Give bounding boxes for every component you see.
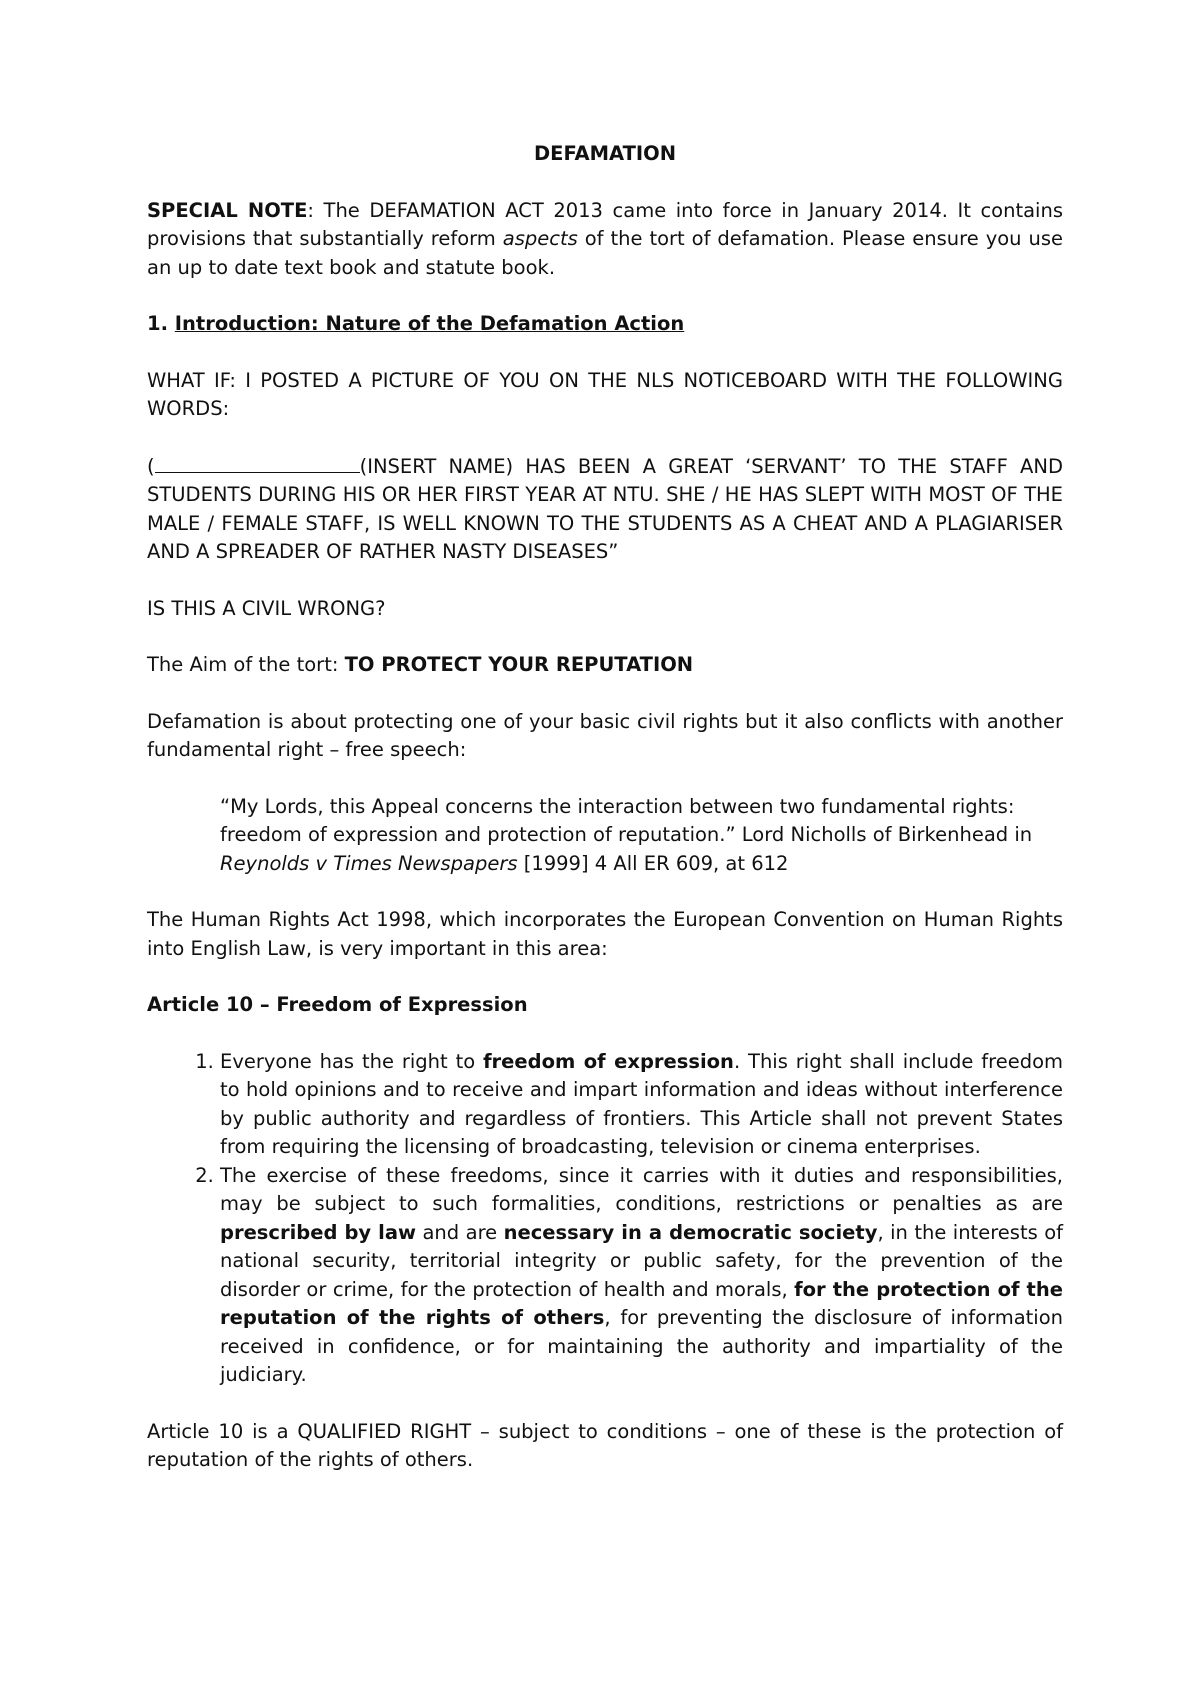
lord-nicholls-quote — [220, 793, 1063, 879]
article-10-list — [147, 1048, 1063, 1390]
special-note-text-1: The DEFAMATION ACT 2013 came into force in January 2014. It contains provisions that substantially reform — [147, 198, 1063, 250]
document-page — [147, 140, 1063, 1475]
item2-pre: The exercise of these freedoms, since it carries with it duties and responsibilities, may be subject to such formalities, conditions, restrictions or penalties as are — [220, 1163, 1063, 1215]
aim-label: The Aim of the tort: — [147, 653, 345, 676]
section-title: Introduction: Nature of the Defamation Action — [174, 312, 685, 335]
notice-text — [147, 452, 1063, 567]
special-note-emphasis: aspects — [502, 227, 578, 250]
item1-pre: Everyone has the right to — [220, 1049, 484, 1073]
what-if-paragraph: WHAT IF: I POSTED A PICTURE OF YOU ON THE NLS NOTICEBOARD WITH THE FOLLOWING WORDS: — [147, 368, 1063, 420]
special-note-label: SPECIAL NOTE — [147, 198, 308, 222]
aim-of-tort — [147, 651, 1063, 680]
hra-paragraph: The Human Rights Act 1998, which incorporates the European Convention on Human Rights into English Law, is very important in this area: — [147, 908, 1063, 960]
item2-mid-2: , in the interests of national security, territorial integrity or public safety, for the prevention of the disorder or crime, for the protection of health and morals, — [220, 1220, 1063, 1301]
article-10-heading — [147, 991, 1063, 1020]
item2-mid-1: and are — [416, 1220, 504, 1244]
article-10-item-2 — [220, 1162, 1063, 1390]
special-note-text-2: of the tort of defamation. Please ensure you use an up to date text book and statute book. — [147, 227, 1063, 279]
item2-post: , for preventing the disclosure of information received in confidence, or for maintaining the authority and impartiality of the judiciary. — [220, 1306, 1064, 1386]
item2-bold-2: necessary in a democratic society — [503, 1220, 878, 1244]
quote-case-name: Reynolds v Times Newspapers — [220, 851, 518, 875]
closing-paragraph: Article 10 is a QUALIFIED RIGHT – subject to conditions – one of these is the protection of reputation of the rights of others. — [147, 1419, 1063, 1471]
aim-value: TO PROTECT YOUR REPUTATION — [344, 653, 694, 676]
section-heading — [147, 310, 1063, 339]
special-note — [147, 197, 1063, 283]
name-blank-line — [155, 452, 360, 473]
notice-body: (INSERT NAME) HAS BEEN A GREAT ‘SERVANT’ TO THE STAFF AND STUDENTS DURING HIS OR HER FIRST YEAR AT NTU. SHE / HE HAS SLEPT WITH MOST OF THE MALE / FEMALE STAFF, IS WELL KNOWN TO THE STUDENTS AS A CHEAT AND A PLAGIARISER AND A SPREADER OF RATHER NASTY DISEASES” — [147, 454, 1063, 563]
notice-open-paren: ( — [147, 454, 155, 478]
section-number: 1. — [147, 312, 175, 335]
quote-citation: [1999] 4 All ER 609, at 612 — [517, 851, 789, 875]
item2-bold-3: for the protection of the reputation of the rights of others — [220, 1277, 1063, 1329]
document-title: DEFAMATION — [533, 142, 677, 165]
defamation-paragraph: Defamation is about protecting one of your basic civil rights but it also conflicts with another fundamental right – free speech: — [147, 709, 1063, 761]
quote-text: “My Lords, this Appeal concerns the interaction between two fundamental rights: freedom of expression and protection of reputation.” Lord Nicholls of Birkenhead in — [220, 794, 1033, 846]
article-10-item-1 — [220, 1048, 1063, 1162]
article-10-heading-text: Article 10 – Freedom of Expression — [147, 993, 528, 1016]
item2-bold-1: prescribed by law — [220, 1220, 417, 1244]
special-note-colon: : — [307, 198, 314, 222]
item1-bold: freedom of expression — [483, 1049, 734, 1073]
item1-post: . This right shall include freedom to hold opinions and to receive and impart information and ideas without interference by public authority and regardless of frontiers. This Article shall not prevent States from requiring the licensing of broadcasting, television or cinema enterprises. — [220, 1049, 1063, 1158]
civil-wrong-question: IS THIS A CIVIL WRONG? — [147, 596, 386, 620]
